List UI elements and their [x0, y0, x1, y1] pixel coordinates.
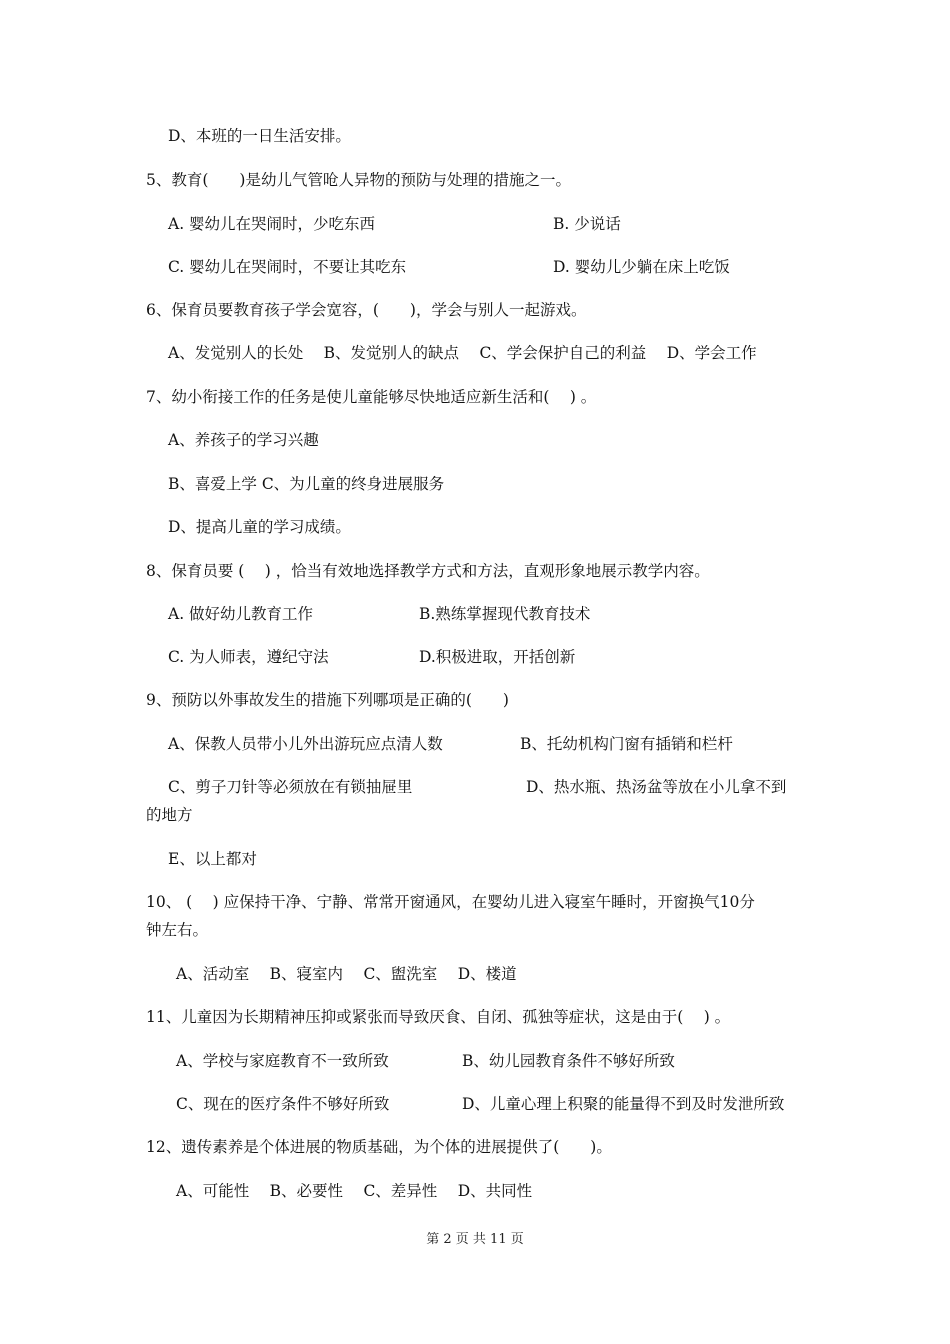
q4-option-d: D、本班的一日生活安排。	[168, 127, 351, 145]
q6-options: A、发觉别人的长处 B、发觉别人的缺点 C、学会保护自己的利益 D、学会工作	[168, 344, 757, 362]
question-10: 10、 ( ) 应保持干净、宁静、常常开窗通风，在婴幼儿进入寝室午睡时，开窗换气10分	[146, 893, 755, 911]
q7-option-d: D、提高儿童的学习成绩。	[168, 518, 351, 536]
q5-option-a: A. 婴幼儿在哭闹时，少吃东西	[168, 215, 376, 233]
question-12: 12、遗传素养是个体进展的物质基础，为个体的进展提供了( )。	[146, 1138, 612, 1156]
q7-option-a: A、养孩子的学习兴趣	[168, 431, 319, 449]
q7-option-bc: B、喜爱上学 C、为儿童的终身进展服务	[168, 475, 445, 493]
page-footer: 第 2 页 共 11 页	[426, 1232, 524, 1247]
q11-option-b: B、幼儿园教育条件不够好所致	[462, 1052, 675, 1070]
q11-option-a: A、学校与家庭教育不一致所致	[176, 1052, 389, 1070]
q9-option-d: D、热水瓶、热汤盆等放在小儿拿不到	[526, 778, 787, 796]
q9-option-e: E、以上都对	[168, 850, 257, 868]
q11-option-c: C、现在的医疗条件不够好所致	[176, 1095, 390, 1113]
question-6: 6、保育员要教育孩子学会宽容，( )，学会与别人一起游戏。	[146, 301, 587, 319]
question-8: 8、保育员要 ( ) ，恰当有效地选择教学方式和方法，直观形象地展示教学内容。	[146, 562, 710, 580]
q9-option-b: B、托幼机构门窗有插销和栏杆	[520, 735, 733, 753]
q5-option-d: D. 婴幼儿少躺在床上吃饭	[553, 258, 730, 276]
q5-option-b: B. 少说话	[553, 215, 621, 233]
q11-option-d: D、儿童心理上积聚的能量得不到及时发泄所致	[462, 1095, 785, 1113]
question-7: 7、幼小衔接工作的任务是使儿童能够尽快地适应新生活和( ) 。	[146, 388, 597, 406]
q12-options: A、可能性 B、必要性 C、差异性 D、共同性	[176, 1182, 533, 1200]
question-10-cont: 钟左右。	[146, 921, 209, 939]
q9-option-c: C、剪子刀针等必须放在有锁抽屉里	[168, 778, 413, 796]
q10-options: A、活动室 B、寝室内 C、盥洗室 D、楼道	[176, 965, 517, 983]
q8-option-c: C. 为人师表，遵纪守法	[168, 648, 329, 666]
q5-option-c: C. 婴幼儿在哭闹时，不要让其吃东	[168, 258, 407, 276]
question-5: 5、教育( )是幼儿气管呛人异物的预防与处理的措施之一。	[146, 171, 571, 189]
q9-option-d-cont: 的地方	[146, 806, 193, 824]
q8-option-d: D.积极进取，开括创新	[419, 648, 576, 666]
question-11: 11、儿童因为长期精神压抑或紧张而导致厌食、自闭、孤独等症状，这是由于( ) 。	[146, 1008, 731, 1026]
q9-option-a: A、保教人员带小儿外出游玩应点清人数	[168, 735, 443, 753]
q8-option-a: A. 做好幼儿教育工作	[168, 605, 314, 623]
question-9: 9、预防以外事故发生的措施下列哪项是正确的( )	[146, 691, 509, 709]
q8-option-b: B.熟练掌握现代教育技术	[419, 605, 591, 623]
